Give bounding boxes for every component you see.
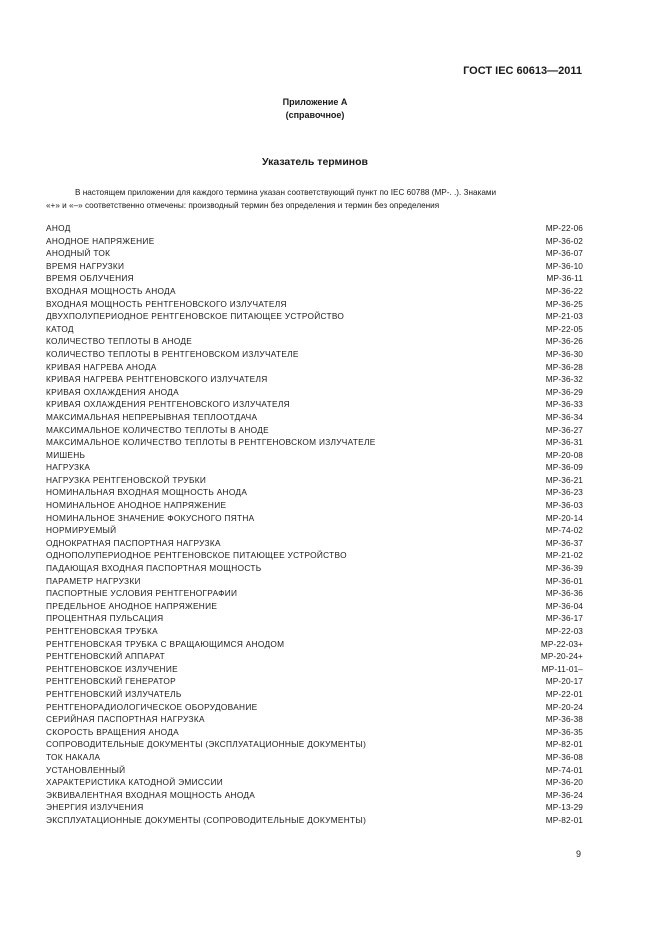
term-code: МР-22-03 [545,626,583,636]
term-row [46,374,583,387]
term-row [46,765,583,778]
term-row [46,475,583,488]
term-code: МР-36-32 [545,374,583,385]
term-code: МР-36-28 [545,361,583,372]
term-row [46,613,583,626]
term-label: НОМИНАЛЬНОЕ ЗНАЧЕНИЕ ФОКУСНОГО ПЯТНА [46,512,255,523]
term-label: НОРМИРУЕМЫЙ [46,525,117,536]
term-row [46,324,583,337]
term-code: МР-13-29 [545,802,583,813]
term-label: КОЛИЧЕСТВО ТЕПЛОТЫ В АНОДЕ [46,336,193,347]
term-code: МР-36-20 [545,777,583,788]
term-row [46,273,583,286]
annex-subtitle: (справочное) [285,110,345,120]
term-row [46,601,583,614]
term-label: ЭНЕРГИЯ ИЗЛУЧЕНИЯ [46,802,144,813]
term-label: КАТОД [46,323,74,334]
terms-list [46,223,583,828]
term-code: МР-36-01 [545,575,583,586]
term-code: МР-74-01 [545,764,583,775]
term-label: СЕРИЙНАЯ ПАСПОРТНАЯ НАГРУЗКА [46,714,205,725]
term-row [46,450,583,463]
term-row [46,727,583,740]
term-code: МР-36-07 [545,248,583,259]
term-code: МР-20-24+ [540,651,583,662]
term-row [46,676,583,689]
term-code: МР-36-36 [545,588,583,599]
term-row [46,462,583,475]
term-label: КРИВАЯ ОХЛАЖДЕНИЯ АНОДА [46,386,179,397]
term-code: МР-82-01 [545,739,583,750]
term-code: МР-74-02 [545,525,583,536]
term-row [46,626,583,639]
term-code: МР-20-14 [545,512,583,523]
term-code: МР-20-17 [545,676,583,687]
term-label: АНОДНОЕ НАПРЯЖЕНИЕ [46,235,155,246]
term-code: МР-36-17 [545,613,583,624]
term-label: ВХОДНАЯ МОЩНОСТЬ РЕНТГЕНОВСКОГО ИЗЛУЧАТЕЛЯ [46,298,287,309]
term-code: МР-22-05 [545,323,583,334]
term-row [46,664,583,677]
term-row [46,689,583,702]
term-row [46,802,583,815]
term-label: АНОДНЫЙ ТОК [46,248,111,259]
term-label: НОМИНАЛЬНОЕ АНОДНОЕ НАПРЯЖЕНИЕ [46,500,227,511]
term-label: НОМИНАЛЬНАЯ ВХОДНАЯ МОЩНОСТЬ АНОДА [46,487,248,498]
term-row [46,752,583,765]
term-label: ВХОДНАЯ МОЩНОСТЬ АНОДА [46,285,176,296]
term-code: МР-36-25 [545,298,583,309]
term-label: РЕНТГЕНОВСКОЕ ИЗЛУЧЕНИЕ [46,663,178,674]
term-label: ОДНОКРАТНАЯ ПАСПОРТНАЯ НАГРУЗКА [46,537,221,548]
term-row [46,576,583,589]
term-code: МР-36-23 [545,487,583,498]
term-row [46,248,583,261]
term-code: МР-36-02 [545,235,583,246]
term-label: ТОК НАКАЛА [46,751,101,762]
term-code: МР-36-03 [545,500,583,511]
term-row [46,550,583,563]
term-label: НАГРУЗКА РЕНТГЕНОВСКОЙ ТРУБКИ [46,474,207,485]
term-row [46,487,583,500]
term-row [46,362,583,375]
intro-line-1: В настоящем приложении для каждого термина указан соответствующий пункт по IEC 60788 (МР-. .). Знаками [75,188,497,197]
term-row [46,387,583,400]
term-code: МР-36-33 [545,399,583,410]
term-label: МАКСИМАЛЬНАЯ НЕПРЕРЫВНАЯ ТЕПЛООТДАЧА [46,411,258,422]
term-label: РЕНТГЕНОВСКАЯ ТРУБКА С ВРАЩАЮЩИМСЯ АНОДОМ [46,638,285,649]
intro-line-2: «+» и «–» соответственно отмечены: производный термин без определения и термин без определения [46,201,440,210]
term-label: ВРЕМЯ НАГРУЗКИ [46,260,125,271]
term-label: КОЛИЧЕСТВО ТЕПЛОТЫ В РЕНТГЕНОВСКОМ ИЗЛУЧАТЕЛЕ [46,348,299,359]
term-row [46,702,583,715]
term-code: МР-20-08 [545,449,583,460]
term-row [46,311,583,324]
term-code: МР-11-01– [541,663,583,674]
index-title: Указатель терминов [262,156,368,168]
standard-header: ГОСТ IEC 60613—2011 [463,65,582,77]
term-code: МР-36-09 [545,462,583,473]
term-label: РЕНТГЕНОВСКАЯ ТРУБКА [46,626,159,636]
term-label: КРИВАЯ НАГРЕВА РЕНТГЕНОВСКОГО ИЗЛУЧАТЕЛЯ [46,374,268,385]
term-row [46,588,583,601]
term-code: МР-36-37 [545,537,583,548]
term-label: МАКСИМАЛЬНОЕ КОЛИЧЕСТВО ТЕПЛОТЫ В РЕНТГЕНОВСКОМ ИЗЛУЧАТЕЛЕ [46,437,376,448]
term-code: МР-22-01 [545,688,583,699]
term-code: МР-21-03 [545,311,583,322]
term-code: МР-36-04 [545,600,583,611]
term-row [46,349,583,362]
term-code: МР-36-22 [545,285,583,296]
term-code: МР-22-06 [545,223,583,233]
intro-paragraph [46,186,586,212]
term-row [46,563,583,576]
term-code: МР-36-29 [545,386,583,397]
term-row [46,714,583,727]
term-label: ОДНОПОЛУПЕРИОДНОЕ РЕНТГЕНОВСКОЕ ПИТАЮЩЕЕ УСТРОЙСТВО [46,550,347,561]
term-row [46,525,583,538]
annex-heading [0,96,630,122]
term-row [46,651,583,664]
term-label: ПАДАЮЩАЯ ВХОДНАЯ ПАСПОРТНАЯ МОЩНОСТЬ [46,563,262,574]
term-label: ПАРАМЕТР НАГРУЗКИ [46,575,141,586]
term-label: УСТАНОВЛЕННЫЙ [46,764,126,775]
term-code: МР-36-30 [545,348,583,359]
term-row [46,236,583,249]
term-label: РЕНТГЕНОВСКИЙ ИЗЛУЧАТЕЛЬ [46,688,182,699]
term-label: ПРЕДЕЛЬНОЕ АНОДНОЕ НАПРЯЖЕНИЕ [46,600,218,611]
term-row [46,777,583,790]
term-row [46,639,583,652]
term-label: ПРОЦЕНТНАЯ ПУЛЬСАЦИЯ [46,613,164,624]
term-code: МР-36-10 [545,260,583,271]
term-label: КРИВАЯ НАГРЕВА АНОДА [46,361,157,372]
term-label: АНОД [46,223,71,233]
term-row [46,336,583,349]
term-row [46,299,583,312]
term-label: НАГРУЗКА [46,462,91,473]
term-label: ДВУХПОЛУПЕРИОДНОЕ РЕНТГЕНОВСКОЕ ПИТАЮЩЕЕ УСТРОЙСТВО [46,311,345,322]
term-label: МИШЕНЬ [46,449,86,460]
term-label: ЭКВИВАЛЕНТНАЯ ВХОДНАЯ МОЩНОСТЬ АНОДА [46,789,256,800]
term-code: МР-20-24 [545,701,583,712]
term-row [46,223,583,236]
term-code: МР-36-24 [545,789,583,800]
term-code: МР-36-27 [545,424,583,435]
term-row [46,739,583,752]
term-row [46,500,583,513]
term-label: СОПРОВОДИТЕЛЬНЫЕ ДОКУМЕНТЫ (ЭКСПЛУАТАЦИОННЫЕ ДОКУМЕНТЫ) [46,739,367,750]
term-code: МР-36-08 [545,751,583,762]
annex-title: Приложение А [282,97,348,107]
term-label: ПАСПОРТНЫЕ УСЛОВИЯ РЕНТГЕНОГРАФИИ [46,588,238,599]
term-code: МР-36-21 [545,474,583,485]
term-row [46,261,583,274]
term-label: ВРЕМЯ ОБЛУЧЕНИЯ [46,273,134,284]
term-code: МР-36-38 [545,714,583,725]
term-row [46,425,583,438]
term-row [46,412,583,425]
term-label: ХАРАКТЕРИСТИКА КАТОДНОЙ ЭМИССИИ [46,777,223,788]
term-code: МР-36-34 [545,411,583,422]
term-row [46,437,583,450]
term-label: РЕНТГЕНОВСКИЙ ГЕНЕРАТОР [46,676,176,687]
term-label: КРИВАЯ ОХЛАЖДЕНИЯ РЕНТГЕНОВСКОГО ИЗЛУЧАТЕЛЯ [46,399,290,410]
page-number: 9 [575,849,581,859]
term-row [46,399,583,412]
term-code: МР-82-01 [545,814,583,825]
term-label: ЭКСПЛУАТАЦИОННЫЕ ДОКУМЕНТЫ (СОПРОВОДИТЕЛЬНЫЕ ДОКУМЕНТЫ) [46,814,367,825]
term-label: РЕНТГЕНОВСКИЙ АППАРАТ [46,651,166,662]
term-row [46,513,583,526]
term-label: СКОРОСТЬ ВРАЩЕНИЯ АНОДА [46,726,179,737]
term-code: МР-21-02 [545,550,583,561]
term-row [46,790,583,803]
term-label: РЕНТГЕНОРАДИОЛОГИЧЕСКОЕ ОБОРУДОВАНИЕ [46,701,258,712]
term-label: МАКСИМАЛЬНОЕ КОЛИЧЕСТВО ТЕПЛОТЫ В АНОДЕ [46,424,269,435]
term-code: МР-22-03+ [540,638,583,649]
term-code: МР-36-39 [545,563,583,574]
term-row [46,815,583,828]
term-code: МР-36-11 [546,273,583,284]
term-row [46,286,583,299]
term-code: МР-36-31 [545,437,583,448]
term-row [46,538,583,551]
term-code: МР-36-35 [545,726,583,737]
term-code: МР-36-26 [545,336,583,347]
